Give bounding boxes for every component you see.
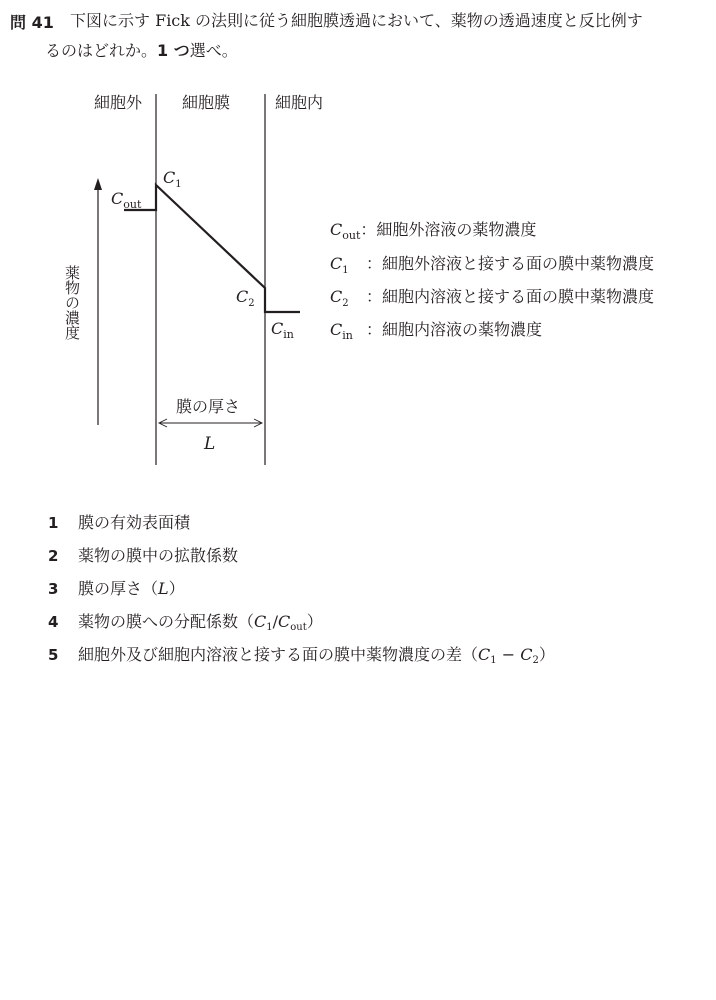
c1-label: $C_1$ bbox=[163, 168, 182, 190]
choice-list bbox=[48, 506, 555, 671]
question-number: 問 41 bbox=[10, 13, 54, 32]
question-text-c: 選べ。 bbox=[189, 41, 238, 60]
choice-operator: / bbox=[272, 612, 279, 631]
choice-text: 薬物の膜への分配係数（ bbox=[78, 612, 255, 631]
choice-text: 細胞外及び細胞内溶液と接する面の膜中薬物濃度の差（ bbox=[78, 645, 479, 664]
choice-tail: ） bbox=[168, 579, 185, 598]
choice-4[interactable] bbox=[48, 605, 555, 638]
choice-var-c1: C bbox=[254, 612, 267, 631]
legend-item-c-out: $C_{out}$：細胞外溶液の薬物濃度 bbox=[330, 220, 537, 242]
choice-sub-out: out bbox=[290, 622, 307, 633]
choice-variable: L bbox=[158, 579, 169, 598]
region-membrane-label: 細胞膜 bbox=[182, 93, 231, 112]
choice-number: 2 bbox=[48, 547, 59, 565]
choice-var-c2: C bbox=[520, 645, 533, 664]
legend-item-c1: $C_1$ ：細胞外溶液と接する面の膜中薬物濃度 bbox=[330, 254, 655, 276]
choice-tail: ） bbox=[538, 645, 555, 664]
choice-number: 1 bbox=[48, 514, 59, 532]
choice-sub-2: 2 bbox=[532, 655, 539, 666]
y-axis-label: 薬物の濃度 bbox=[63, 265, 81, 340]
y-axis-arrowhead bbox=[94, 178, 102, 190]
legend-item-c-in: $C_{in}$ ：細胞内溶液の薬物濃度 bbox=[330, 320, 543, 342]
choice-3[interactable] bbox=[48, 572, 555, 605]
c-in-label: $C_{in}$ bbox=[271, 319, 294, 341]
c2-label: $C_2$ bbox=[236, 287, 255, 309]
thickness-symbol: L bbox=[204, 434, 216, 454]
choice-text: 薬物の膜中の拡散係数 bbox=[78, 546, 239, 565]
choice-tail: ） bbox=[306, 612, 323, 631]
region-outside-label: 細胞外 bbox=[94, 93, 143, 112]
concentration-profile bbox=[124, 185, 300, 312]
question-text-line1: 下図に示す Fick の法則に従う細胞膜透過において、薬物の透過速度と反比例す bbox=[70, 11, 643, 30]
choice-1[interactable] bbox=[48, 506, 555, 539]
thickness-label: 膜の厚さ bbox=[176, 397, 241, 416]
c-out-label: $C_{out}$ bbox=[111, 189, 142, 211]
choice-operator: − bbox=[496, 645, 521, 664]
choice-sub-1: 1 bbox=[490, 655, 497, 666]
choice-number: 5 bbox=[48, 646, 59, 664]
choice-var-c1: C bbox=[478, 645, 491, 664]
question-count: 1 つ bbox=[157, 41, 190, 60]
choice-number: 3 bbox=[48, 580, 59, 598]
choice-number: 4 bbox=[48, 613, 59, 631]
choice-text: 膜の有効表面積 bbox=[78, 513, 191, 532]
fick-diagram bbox=[0, 80, 716, 480]
question-text-a: るのはどれか。 bbox=[45, 41, 158, 60]
legend bbox=[330, 220, 654, 342]
region-inside-label: 細胞内 bbox=[275, 93, 324, 112]
choice-var-c2: C bbox=[278, 612, 291, 631]
choice-text: 膜の厚さ（ bbox=[78, 579, 159, 598]
legend-item-c2: $C_2$ ：細胞内溶液と接する面の膜中薬物濃度 bbox=[330, 287, 655, 309]
choice-5[interactable] bbox=[48, 638, 555, 671]
choice-2[interactable] bbox=[48, 539, 555, 572]
choice-sub-1: 1 bbox=[266, 622, 273, 633]
question-text-line2 bbox=[45, 37, 238, 65]
